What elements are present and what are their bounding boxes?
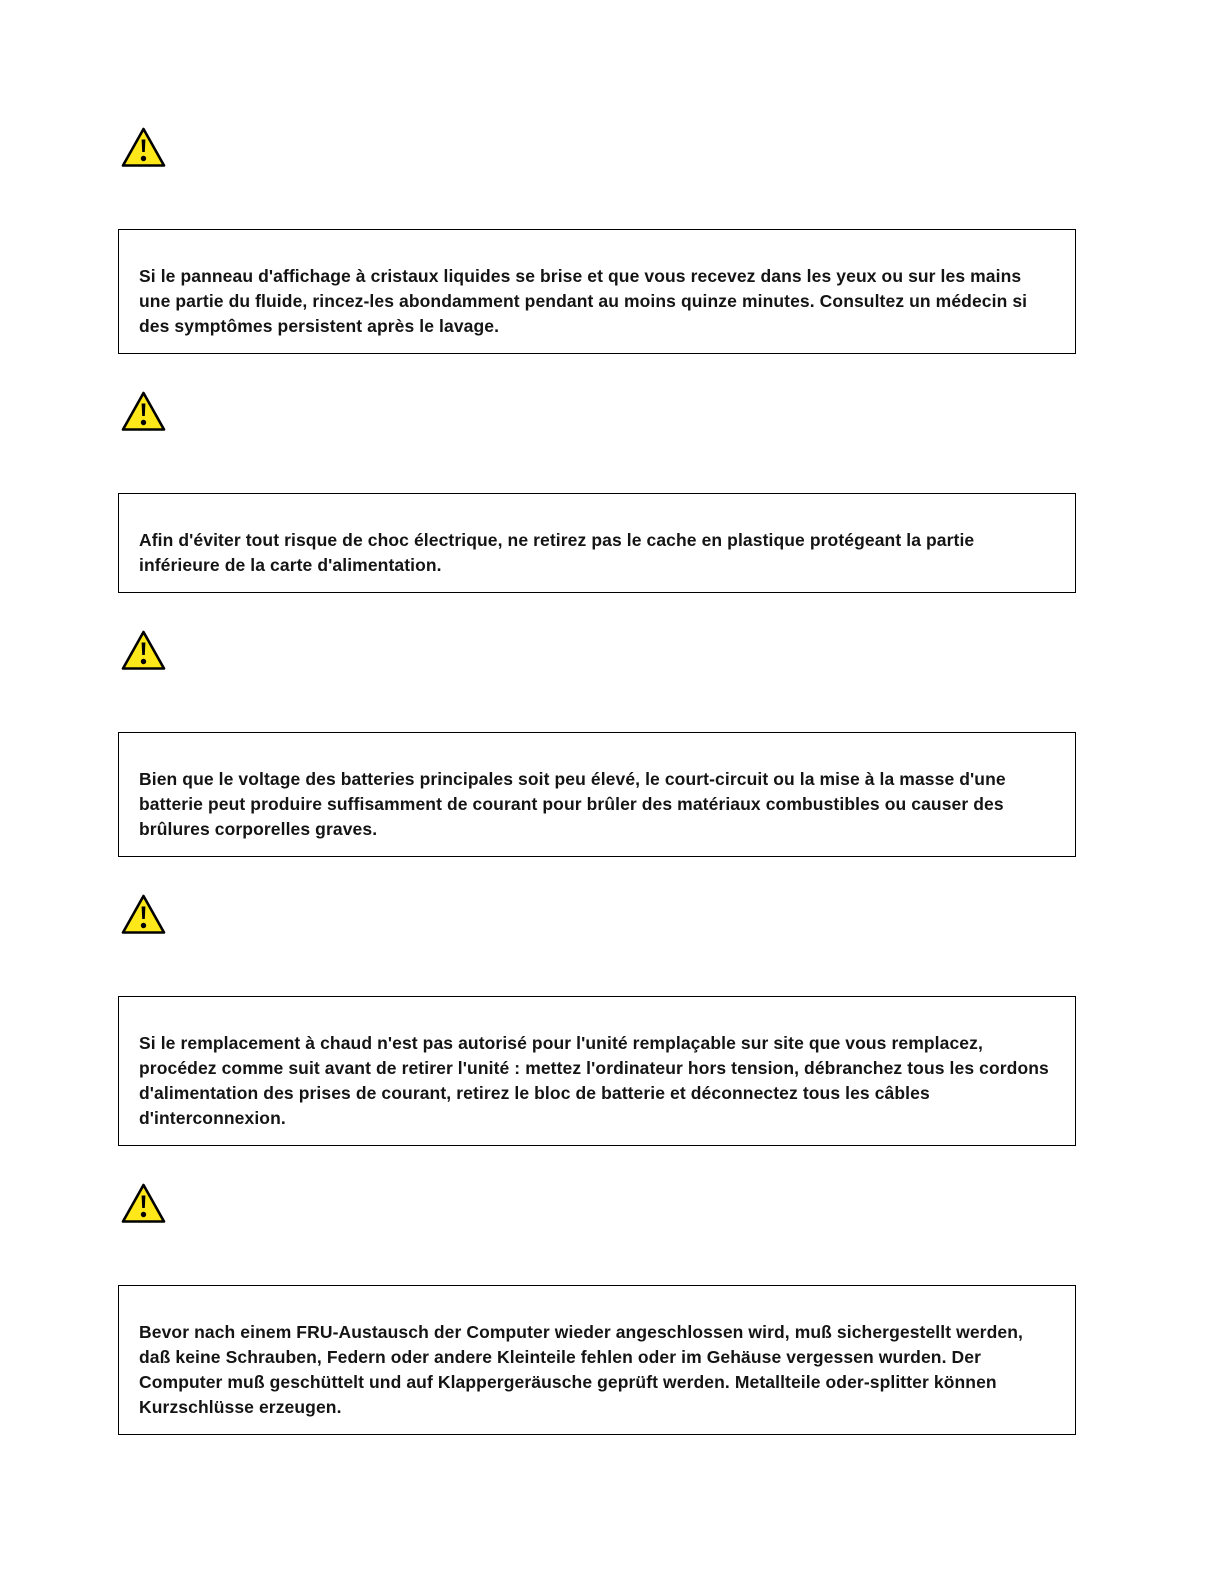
warning-triangle-icon	[120, 629, 167, 672]
warning-text: Bien que le voltage des batteries principales soit peu élevé, le court-circuit ou la mise à la masse d'une batterie peut produire suffisamment de courant pour brûler des matériaux combustibles ou causer des brûlures corporelles graves.	[139, 769, 1006, 839]
warning-section-2	[118, 390, 1076, 593]
warning-box	[118, 1285, 1076, 1435]
warning-text: Afin d'éviter tout risque de choc électrique, ne retirez pas le cache en plastique protégeant la partie inférieure de la carte d'alimentation.	[139, 530, 975, 575]
warning-box	[118, 996, 1076, 1146]
warning-box	[118, 493, 1076, 593]
warning-text: Si le panneau d'affichage à cristaux liquides se brise et que vous recevez dans les yeux ou sur les mains une partie du fluide, rincez-les abondamment pendant au moins quinze minutes. Consultez un médecin si des symptômes persistent après le lavage.	[139, 266, 1028, 336]
warning-triangle-icon	[120, 126, 167, 169]
warning-box	[118, 229, 1076, 354]
warning-triangle-icon	[120, 390, 167, 433]
warning-triangle-icon	[120, 1182, 167, 1225]
warning-triangle-icon	[120, 893, 167, 936]
warning-box	[118, 732, 1076, 857]
warning-text: Bevor nach einem FRU-Austausch der Computer wieder angeschlossen wird, muß sichergestellt werden, daß keine Schrauben, Federn oder andere Kleinteile fehlen oder im Gehäuse vergessen wurden. Der Computer muß geschüttelt und auf Klappergeräusche geprüft werden. Metallteile oder-splitter können Kurzschlüsse erzeugen.	[139, 1322, 1023, 1417]
warning-section-4	[118, 893, 1076, 1146]
warning-section-1	[118, 126, 1076, 354]
warning-section-3	[118, 629, 1076, 857]
warning-text: Si le remplacement à chaud n'est pas autorisé pour l'unité remplaçable sur site que vous remplacez, procédez comme suit avant de retirer l'unité : mettez l'ordinateur hors tension, débranchez tous les cordons d'alimentation des prises de courant, retirez le bloc de batterie et déconnectez tous les câbles d'interconnexion.	[139, 1033, 1049, 1128]
warning-section-5	[118, 1182, 1076, 1435]
